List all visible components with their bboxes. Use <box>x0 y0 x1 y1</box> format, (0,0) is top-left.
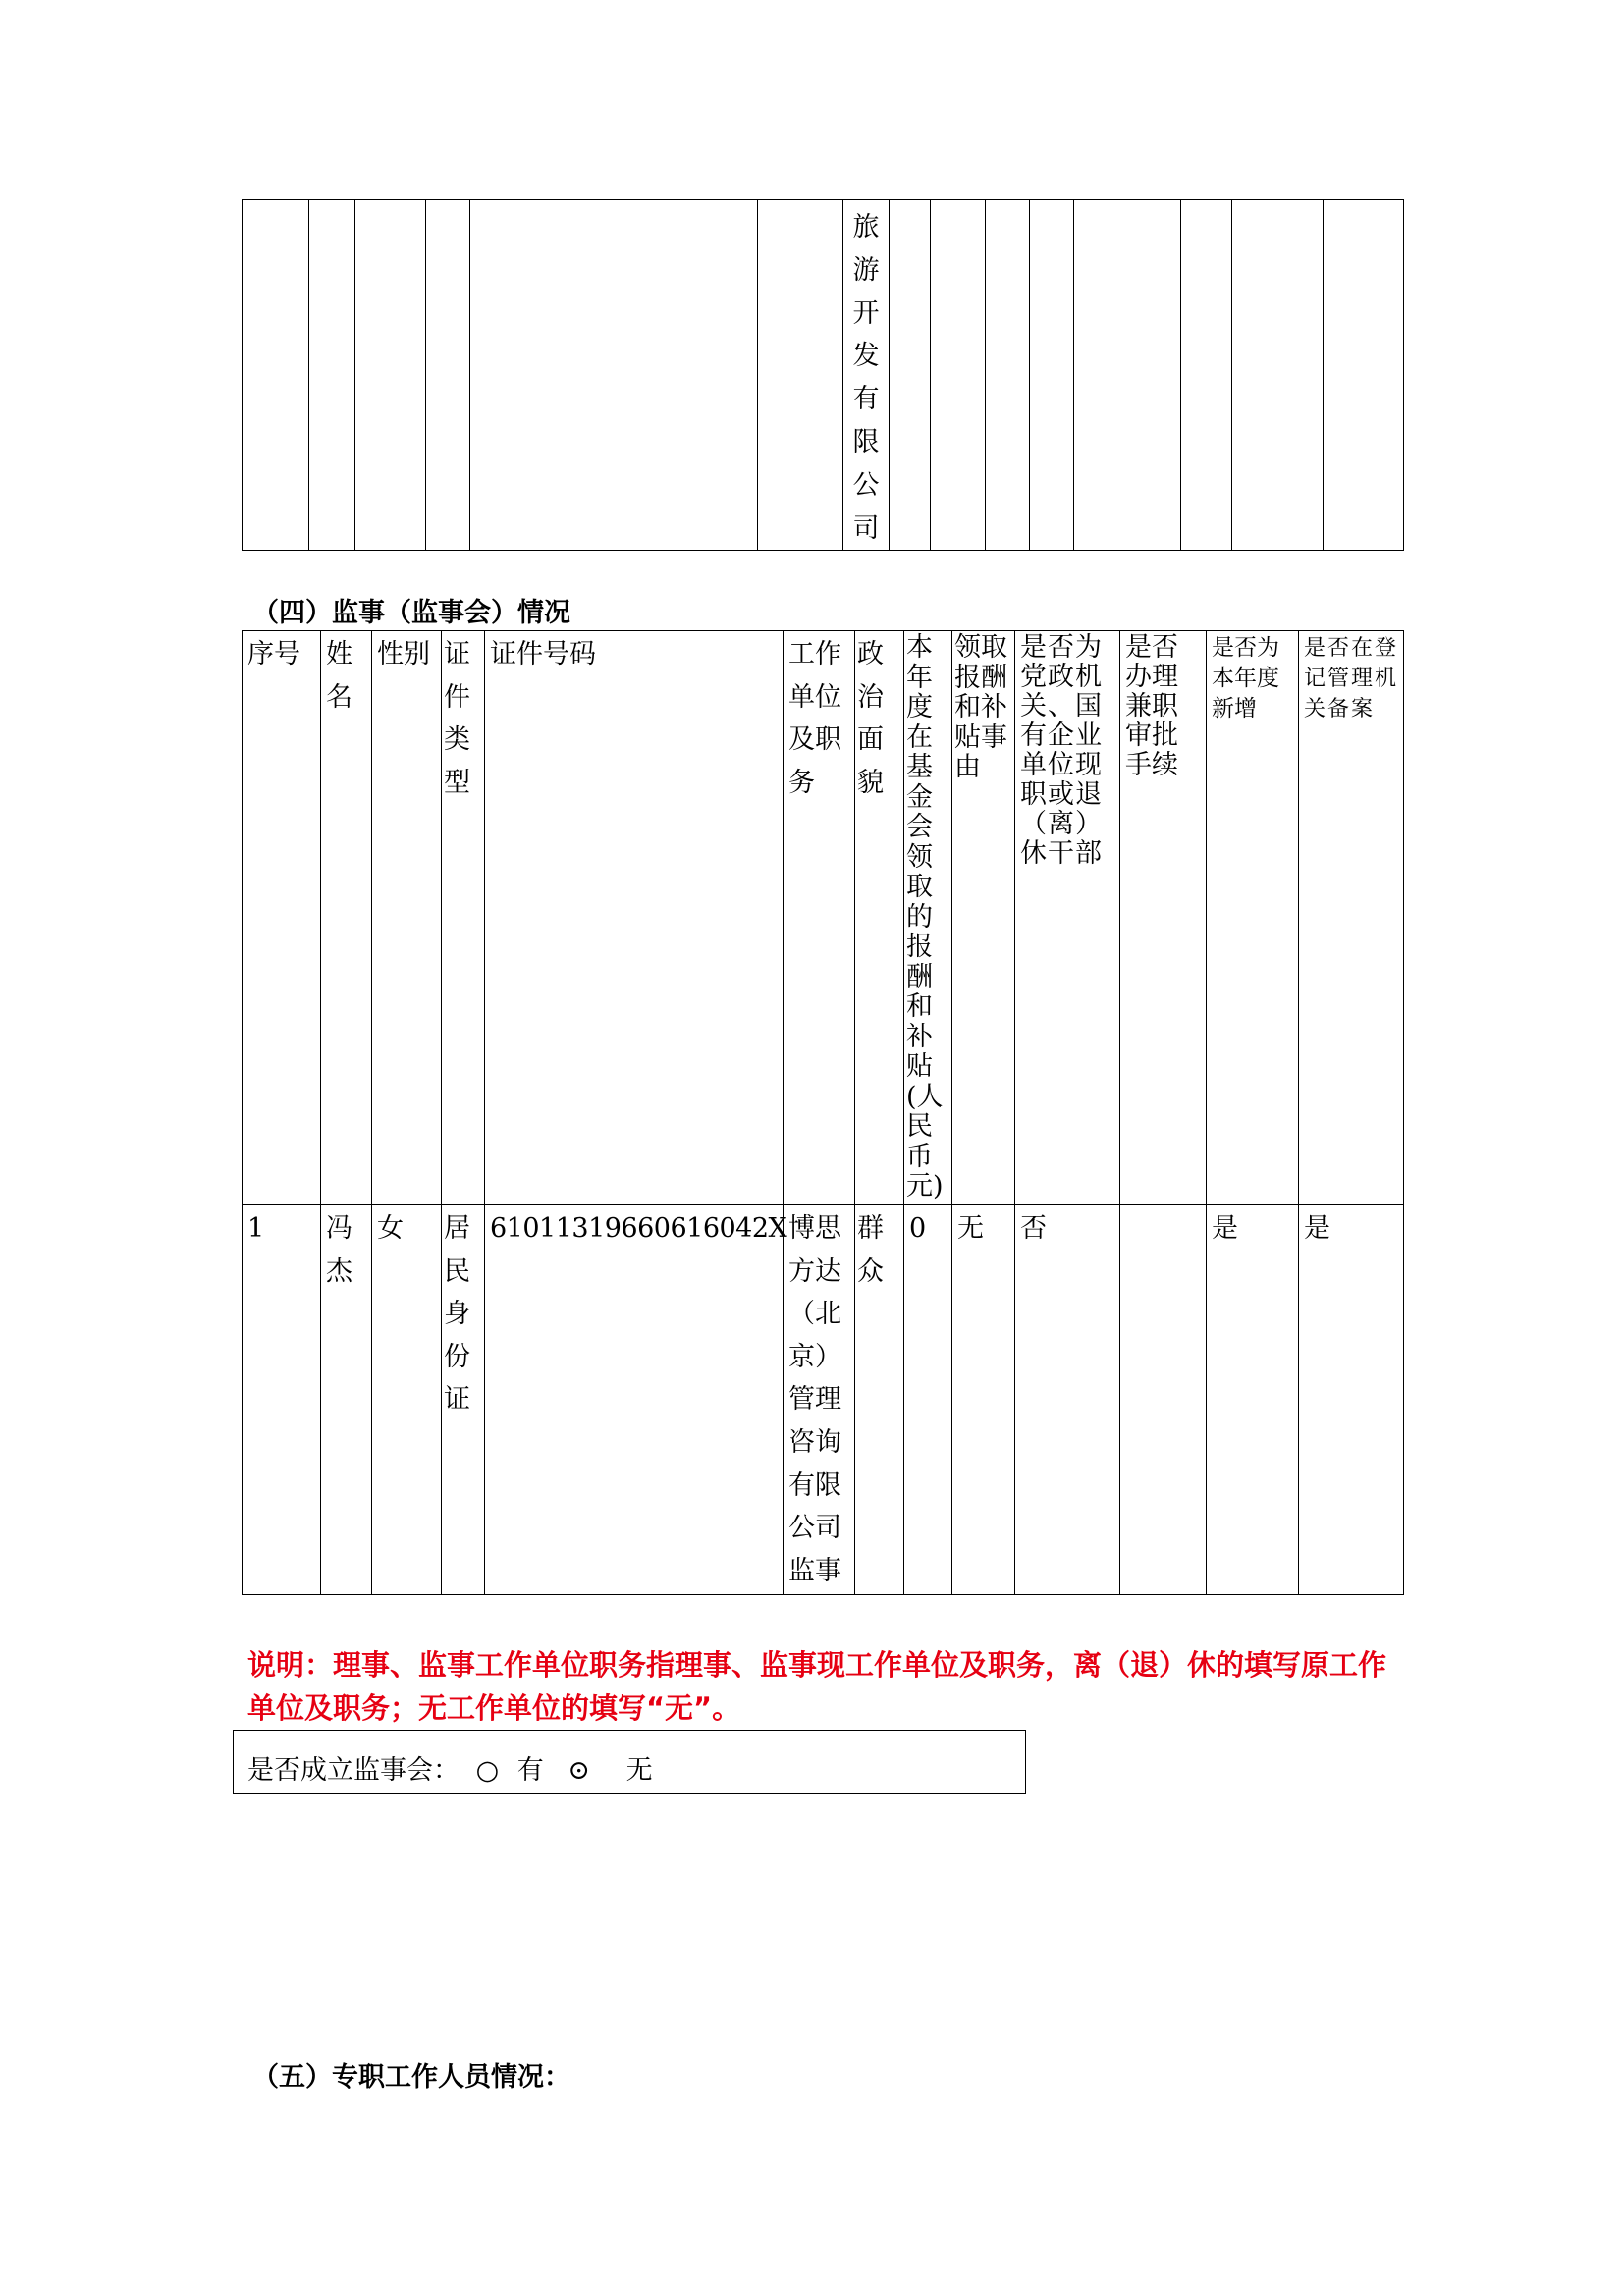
explanatory-note: 说明：理事、监事工作单位职务指理事、监事现工作单位及职务，离（退）休的填写原工作单位及职务；无工作单位的填写“无”。 <box>247 1648 1387 1725</box>
table-header-row <box>243 631 1404 1205</box>
header-seq: 序号 <box>243 631 321 1205</box>
cell-compensation-reason: 无 <box>952 1205 1015 1595</box>
header-id-type: 证件类型 <box>442 631 485 1205</box>
company-name-vertical: 旅 游 开 发 有 限 公 司 <box>852 212 880 544</box>
header-approval: 是否办理兼职审批手续 <box>1120 631 1207 1205</box>
radio-yes-label: 有 <box>516 1755 544 1786</box>
cell-political: 群众 <box>855 1205 904 1595</box>
header-political: 政治面貌 <box>855 631 904 1205</box>
section-title-supervisors: （四）监事（监事会）情况 <box>252 598 570 628</box>
header-registered: 是否在登记管理机关备案 <box>1299 631 1404 1205</box>
header-name: 姓名 <box>321 631 372 1205</box>
header-new-this-year: 是否为本年度新增 <box>1207 631 1299 1205</box>
cell-id-number: 61011319660616042X <box>485 1205 784 1595</box>
radio-no[interactable] <box>568 1748 652 1787</box>
cell-seq: 1 <box>243 1205 321 1595</box>
radio-selected-icon: ⊙ <box>568 1755 590 1786</box>
radio-no-label: 无 <box>625 1755 653 1786</box>
header-workplace: 工作单位及职务 <box>784 631 855 1205</box>
table-row <box>243 1205 1404 1595</box>
continuation-table <box>242 199 1404 551</box>
header-retired-official: 是否为党政机关、国有企业单位现职或退（离）休干部 <box>1015 631 1120 1205</box>
cell-name: 冯杰 <box>321 1205 372 1595</box>
cell-workplace: 博思方达（北京）管理咨询有限公司监事 <box>784 1205 855 1595</box>
section-title-staff: （五）专职工作人员情况： <box>252 2062 570 2093</box>
cell-compensation: 0 <box>904 1205 952 1595</box>
radio-unselected-icon: ○ <box>475 1755 500 1786</box>
cell-approval <box>1120 1205 1207 1595</box>
radio-yes[interactable] <box>476 1748 544 1787</box>
cell-registered: 是 <box>1299 1205 1404 1595</box>
supervisors-table <box>242 630 1404 1595</box>
cell-retired-official: 否 <box>1015 1205 1120 1595</box>
company-name-cell <box>843 200 890 551</box>
table-row <box>243 200 1404 551</box>
supervisory-board-question <box>233 1730 1026 1794</box>
header-id-number: 证件号码 <box>485 631 784 1205</box>
board-question-label: 是否成立监事会： <box>247 1755 460 1786</box>
header-compensation: 本年度在基金会领取的报酬和补贴(人民币元) <box>904 631 952 1205</box>
cell-gender: 女 <box>372 1205 442 1595</box>
cell-id-type: 居民身份证 <box>442 1205 485 1595</box>
header-gender: 性别 <box>372 631 442 1205</box>
cell-new-this-year: 是 <box>1207 1205 1299 1595</box>
header-compensation-reason: 领取报酬和补贴事由 <box>952 631 1015 1205</box>
